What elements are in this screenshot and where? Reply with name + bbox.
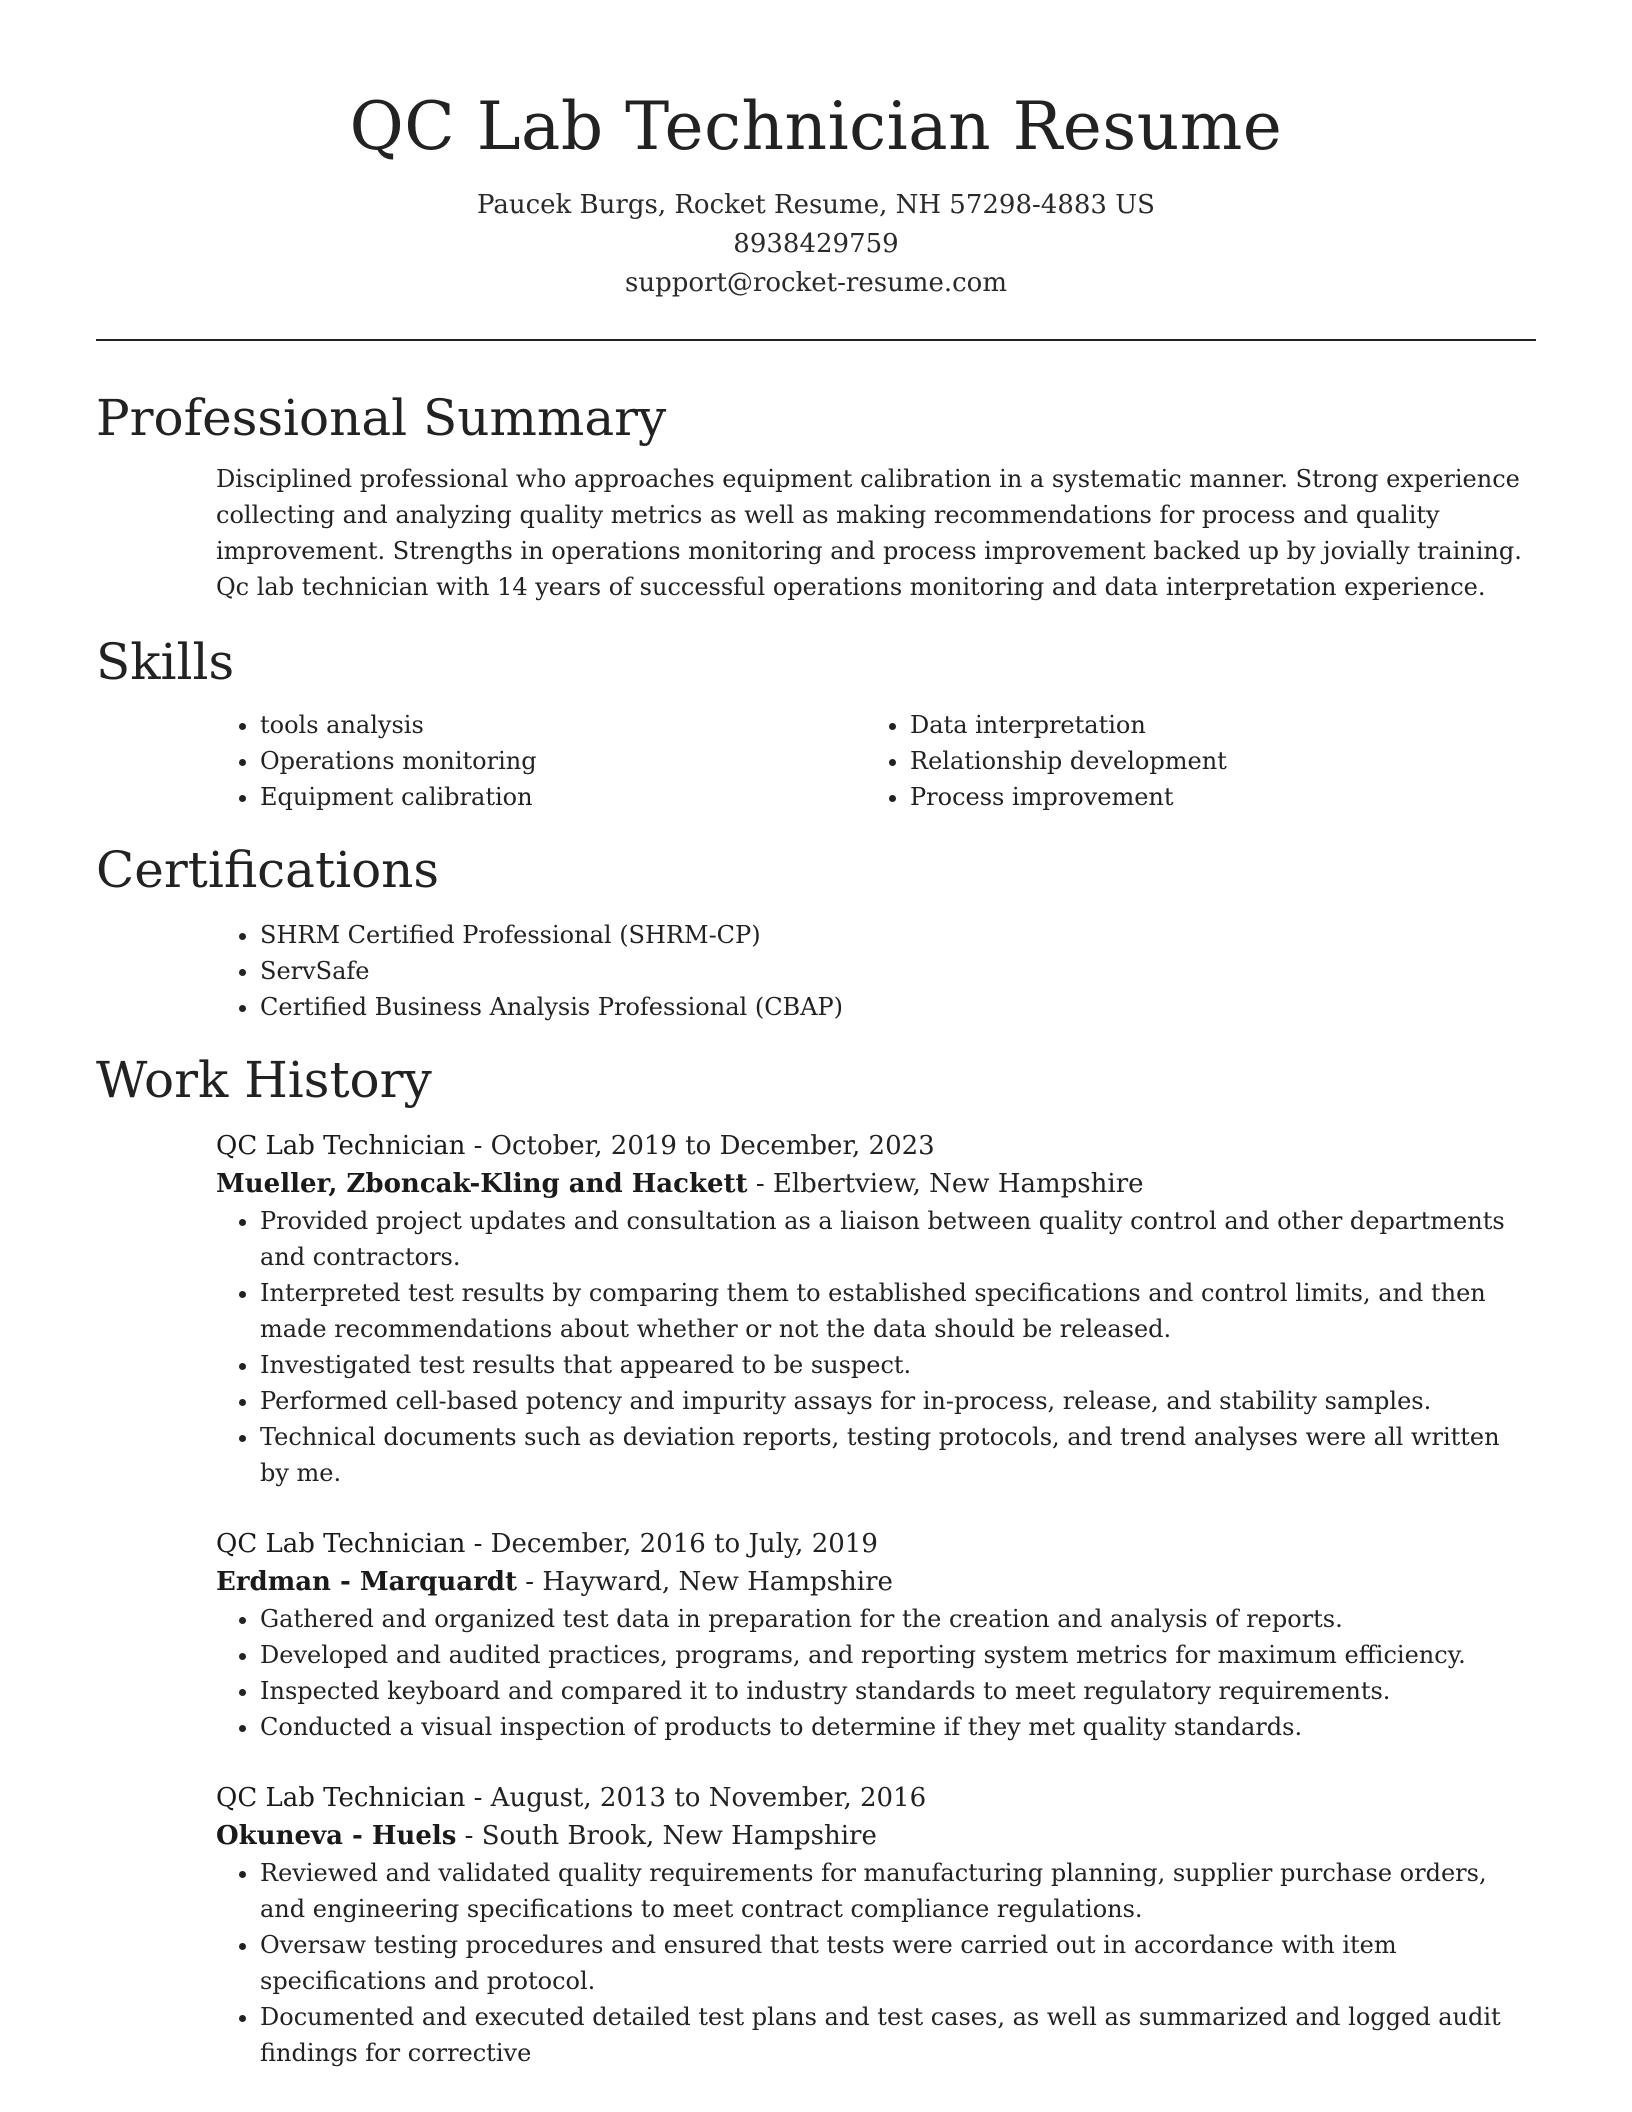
- job-dates: - December, 2016 to July, 2019: [465, 1529, 878, 1559]
- certifications-list: [216, 917, 1536, 1025]
- skills-column-left: [216, 707, 866, 815]
- job-company: Erdman - Marquardt: [216, 1567, 517, 1597]
- contact-address: Paucek Burgs, Rocket Resume, NH 57298-4883 US: [477, 190, 1155, 220]
- job-company-line: [216, 1817, 1536, 1855]
- skills-grid: [216, 707, 1536, 815]
- skills-section: [96, 629, 1536, 815]
- skill-item: • Process improvement: [910, 779, 1516, 815]
- job-title-line: [216, 1127, 1536, 1165]
- certifications-section: [96, 837, 1536, 1025]
- certification-item: • ServSafe: [260, 953, 1536, 989]
- contact-phone: 8938429759: [733, 229, 899, 259]
- work-history-section: [96, 1047, 1536, 2071]
- job-company: Okuneva - Huels: [216, 1821, 457, 1851]
- job-dates: - October, 2019 to December, 2023: [465, 1131, 935, 1161]
- summary-text: Disciplined professional who approaches equipment calibration in a systematic manner. Strong experience collecting and analyzing quality metrics as well as making recommendations for process and quality improvement. Strengths in operations monitoring and process improvement backed up by jovially training. Qc lab technician with 14 years of successful operations monitoring and data interpretation experience.: [216, 465, 1522, 601]
- job-location: - Elbertview, New Hampshire: [747, 1169, 1144, 1199]
- job-bullet: • Inspected keyboard and compared it to industry standards to meet regulatory requirements.: [260, 1673, 1536, 1709]
- resume-title: QC Lab Technician Resume: [349, 88, 1283, 165]
- job-bullets: [216, 1855, 1536, 2071]
- job-title-line: [216, 1525, 1536, 1563]
- job-bullet: • Technical documents such as deviation reports, testing protocols, and trend analyses were all written by me.: [260, 1419, 1536, 1491]
- job-title: QC Lab Technician: [216, 1783, 466, 1813]
- skills-column-right: [866, 707, 1516, 815]
- certification-item: • Certified Business Analysis Professional (CBAP): [260, 989, 1536, 1025]
- job-company-line: [216, 1165, 1536, 1203]
- certifications-heading: Certifications: [96, 841, 440, 899]
- job-bullet: • Performed cell-based potency and impurity assays for in-process, release, and stability samples.: [260, 1383, 1536, 1419]
- resume-page: [96, 0, 1536, 2071]
- job-bullet: • Conducted a visual inspection of products to determine if they met quality standards.: [260, 1709, 1536, 1745]
- job-bullet: • Documented and executed detailed test plans and test cases, as well as summarized and logged audit findings for corrective: [260, 1999, 1536, 2071]
- job-entry: [216, 1525, 1536, 1745]
- summary-section: [96, 385, 1536, 605]
- job-bullet: • Gathered and organized test data in preparation for the creation and analysis of reports.: [260, 1601, 1536, 1637]
- job-bullet: • Reviewed and validated quality requirements for manufacturing planning, supplier purchase orders, and engineering specifications to meet contract compliance regulations.: [260, 1855, 1536, 1927]
- job-entry: [216, 1779, 1536, 2071]
- certification-item: • SHRM Certified Professional (SHRM-CP): [260, 917, 1536, 953]
- job-title: QC Lab Technician: [216, 1131, 466, 1161]
- job-company-line: [216, 1563, 1536, 1601]
- job-bullet: • Oversaw testing procedures and ensured that tests were carried out in accordance with item specifications and protocol.: [260, 1927, 1536, 1999]
- job-bullet: • Investigated test results that appeared to be suspect.: [260, 1347, 1536, 1383]
- job-bullet: • Developed and audited practices, programs, and reporting system metrics for maximum efficiency.: [260, 1637, 1536, 1673]
- summary-heading: Professional Summary: [96, 389, 667, 447]
- job-location: - Hayward, New Hampshire: [517, 1567, 893, 1597]
- skill-item: • Relationship development: [910, 743, 1516, 779]
- header-divider: [96, 339, 1536, 341]
- skill-item: • Operations monitoring: [260, 743, 866, 779]
- skill-item: • tools analysis: [260, 707, 866, 743]
- work-history-heading: Work History: [96, 1051, 432, 1109]
- job-bullet: • Interpreted test results by comparing them to established specifications and control limits, and then made recommendations about whether or not the data should be released.: [260, 1275, 1536, 1347]
- job-dates: - August, 2013 to November, 2016: [465, 1783, 927, 1813]
- job-company: Mueller, Zboncak-Kling and Hackett: [216, 1169, 748, 1199]
- job-location: - South Brook, New Hampshire: [456, 1821, 877, 1851]
- skill-item: • Data interpretation: [910, 707, 1516, 743]
- job-title: QC Lab Technician: [216, 1529, 466, 1559]
- job-title-line: [216, 1779, 1536, 1817]
- skills-heading: Skills: [96, 633, 235, 691]
- job-bullets: [216, 1203, 1536, 1491]
- contact-info: [96, 186, 1536, 303]
- job-bullet: • Provided project updates and consultation as a liaison between quality control and other departments and contractors.: [260, 1203, 1536, 1275]
- job-bullets: [216, 1601, 1536, 1745]
- contact-email: support@rocket-resume.com: [624, 268, 1007, 298]
- skill-item: • Equipment calibration: [260, 779, 866, 815]
- resume-header: [96, 0, 1536, 303]
- job-entry: [216, 1127, 1536, 1491]
